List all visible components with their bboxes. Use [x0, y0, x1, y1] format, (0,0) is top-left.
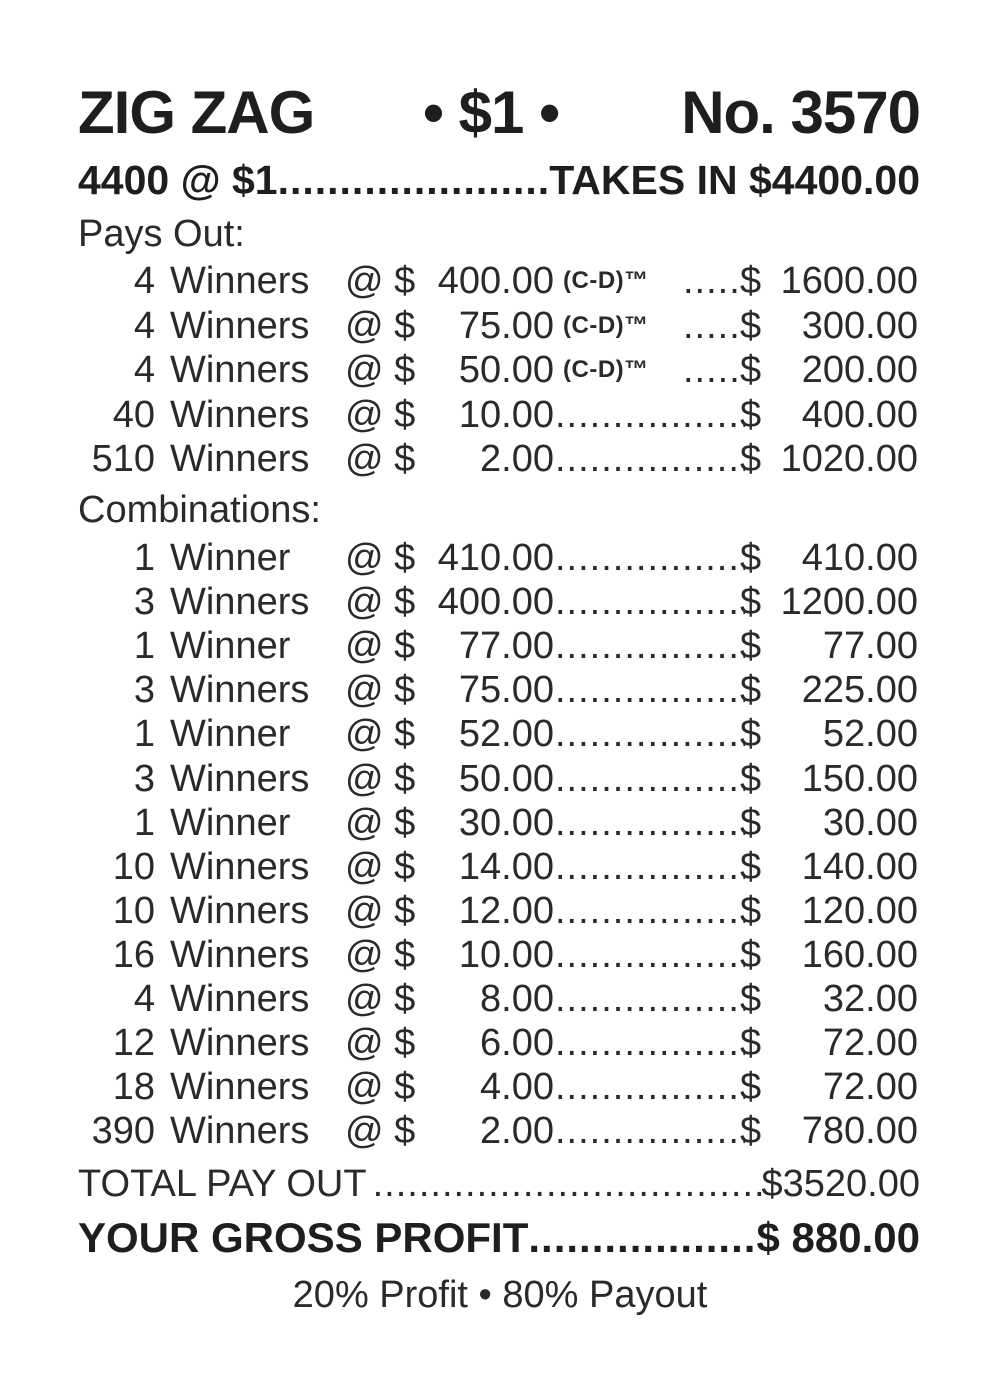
payout-row [0, 393, 1000, 437]
row-total: 200.00 [801, 349, 918, 391]
payout-row [0, 977, 1000, 1021]
payout-row [0, 801, 1000, 845]
winner-word: Winners [170, 889, 310, 932]
currency-sign: $ [740, 845, 762, 888]
gross-profit-label: YOUR GROSS PROFIT [78, 1214, 529, 1261]
pays-out-label: Pays Out: [78, 213, 245, 255]
row-total: 52.00 [822, 713, 918, 756]
prize-amount: 4.00 [480, 1066, 554, 1109]
currency-sign: $ [740, 438, 762, 480]
currency-sign: $ [740, 713, 762, 756]
prize-amount: 52.00 [458, 713, 554, 756]
payout-row [0, 1021, 1000, 1065]
winner-word: Winners [170, 757, 310, 800]
dot-leader [555, 757, 745, 801]
at-sign: @ $ [345, 349, 416, 391]
winner-word: Winners [170, 933, 310, 976]
at-sign: @ $ [345, 1066, 416, 1109]
currency-sign: $ [740, 304, 762, 347]
tickets-count: 4400 @ $1 [78, 157, 278, 203]
prize-amount: 400.00 [437, 581, 554, 624]
at-sign: @ $ [345, 625, 416, 668]
row-total: 1020.00 [780, 438, 918, 480]
prize-amount: 50.00 [458, 757, 554, 800]
at-sign: @ $ [345, 889, 416, 932]
payout-row [0, 668, 1000, 712]
game-name: ZIG ZAG [78, 79, 315, 146]
payout-row [0, 712, 1000, 756]
row-total: 300.00 [801, 304, 918, 347]
total-payout-label: TOTAL PAY OUT [78, 1163, 367, 1205]
currency-sign: $ [740, 801, 762, 844]
payout-row [0, 624, 1000, 668]
payout-row [0, 437, 1000, 481]
prize-amount: 10.00 [458, 933, 554, 976]
winner-word: Winners [170, 1066, 310, 1109]
currency-sign: $ [740, 581, 762, 624]
winner-word: Winners [170, 438, 310, 480]
at-sign: @ $ [345, 1110, 416, 1153]
prize-amount: 2.00 [480, 438, 554, 480]
prize-amount: 12.00 [458, 889, 554, 932]
prize-amount: 410.00 [437, 537, 554, 579]
row-total: 400.00 [801, 393, 918, 436]
at-sign: @ $ [345, 978, 416, 1020]
winner-word: Winners [170, 1110, 310, 1153]
payout-row [0, 536, 1000, 580]
row-total: 1600.00 [780, 260, 918, 302]
prize-amount: 77.00 [458, 625, 554, 668]
winner-count: 10 [112, 845, 155, 888]
winner-word: Winner [170, 537, 291, 579]
winner-count: 510 [91, 438, 155, 480]
winner-word: Winner [170, 801, 291, 844]
dot-leader [555, 801, 745, 845]
payout-row [0, 889, 1000, 933]
cd-tag: (C-D)™ [563, 267, 649, 294]
prize-amount: 75.00 [458, 669, 554, 712]
dot-leader [555, 1021, 745, 1065]
currency-sign: $ [740, 349, 762, 391]
currency-sign: $ [740, 393, 762, 436]
dot-leader [555, 712, 745, 756]
at-sign: @ $ [345, 757, 416, 800]
row-total: 120.00 [801, 889, 918, 932]
dot-leader [555, 624, 745, 668]
currency-sign: $ [740, 889, 762, 932]
takes-in-row [78, 152, 920, 208]
winner-count: 18 [112, 1066, 155, 1109]
currency-sign: $ [740, 625, 762, 668]
winner-count: 12 [112, 1022, 155, 1065]
row-total: 140.00 [801, 845, 918, 888]
row-total: 410.00 [801, 537, 918, 579]
dot-leader [555, 1109, 745, 1153]
dot-leader [555, 977, 745, 1021]
combinations-label: Combinations: [78, 489, 321, 531]
gross-profit-value: $ 880.00 [756, 1214, 920, 1261]
winner-word: Winners [170, 1022, 310, 1065]
prize-amount: 6.00 [480, 1022, 554, 1065]
winner-word: Winners [170, 260, 310, 302]
at-sign: @ $ [345, 581, 416, 624]
dot-leader [683, 304, 743, 348]
payout-row [0, 1109, 1000, 1153]
currency-sign: $ [740, 978, 762, 1020]
winner-word: Winners [170, 304, 310, 347]
at-sign: @ $ [345, 438, 416, 480]
winner-count: 40 [112, 393, 155, 436]
payout-row [0, 580, 1000, 624]
payout-row [0, 348, 1000, 392]
currency-sign: $ [740, 260, 762, 302]
row-total: 225.00 [801, 669, 918, 712]
title-row [78, 78, 920, 148]
at-sign: @ $ [345, 801, 416, 844]
payout-row [0, 845, 1000, 889]
prize-amount: 50.00 [458, 349, 554, 391]
gross-profit-row [78, 1210, 920, 1266]
at-sign: @ $ [345, 1022, 416, 1065]
winner-count: 16 [112, 933, 155, 976]
dot-leader [555, 845, 745, 889]
prize-amount: 30.00 [458, 801, 554, 844]
at-sign: @ $ [345, 713, 416, 756]
winner-count: 4 [133, 349, 155, 391]
dot-leader [555, 889, 745, 933]
dot-leader [683, 348, 743, 392]
winner-count: 3 [133, 757, 155, 800]
winner-count: 4 [133, 260, 155, 302]
winner-word: Winners [170, 581, 310, 624]
winner-word: Winners [170, 349, 310, 391]
total-payout-value: $3520.00 [761, 1163, 920, 1205]
prize-amount: 10.00 [458, 393, 554, 436]
at-sign: @ $ [345, 933, 416, 976]
at-sign: @ $ [345, 260, 416, 302]
winner-count: 4 [133, 304, 155, 347]
payout-row [0, 757, 1000, 801]
winner-word: Winners [170, 669, 310, 712]
prize-amount: 75.00 [458, 304, 554, 347]
dot-leader [555, 580, 745, 624]
at-sign: @ $ [345, 669, 416, 712]
dot-leader [555, 536, 745, 580]
row-total: 1200.00 [780, 581, 918, 624]
row-total: 72.00 [822, 1022, 918, 1065]
prize-amount: 400.00 [437, 260, 554, 302]
form-number: No. 3570 [681, 79, 920, 146]
dot-leader [367, 1160, 762, 1208]
at-sign: @ $ [345, 537, 416, 579]
dot-leader [555, 437, 745, 481]
at-sign: @ $ [345, 304, 416, 347]
cd-tag: (C-D)™ [563, 311, 649, 339]
dot-leader [278, 152, 550, 208]
currency-sign: $ [740, 1022, 762, 1065]
total-payout-row [78, 1160, 920, 1208]
row-total: 160.00 [801, 933, 918, 976]
cd-tag: (C-D)™ [563, 356, 649, 383]
winner-count: 1 [133, 713, 155, 756]
prize-amount: 8.00 [480, 978, 554, 1020]
dot-leader [555, 393, 745, 437]
row-total: 780.00 [801, 1110, 918, 1153]
winner-count: 3 [133, 581, 155, 624]
dot-leader [555, 668, 745, 712]
dot-leader [555, 933, 745, 977]
currency-sign: $ [740, 669, 762, 712]
currency-sign: $ [740, 1066, 762, 1109]
payout-row [0, 933, 1000, 977]
profit-summary: 20% Profit • 80% Payout [292, 1274, 708, 1316]
row-total: 150.00 [801, 757, 918, 800]
winner-count: 10 [112, 889, 155, 932]
currency-sign: $ [740, 757, 762, 800]
winner-count: 390 [91, 1110, 155, 1153]
row-total: 30.00 [822, 801, 918, 844]
winner-word: Winners [170, 978, 310, 1020]
payout-row [0, 304, 1000, 348]
winner-count: 1 [133, 537, 155, 579]
prize-amount: 2.00 [480, 1110, 554, 1153]
currency-sign: $ [740, 933, 762, 976]
winner-word: Winners [170, 845, 310, 888]
currency-sign: $ [740, 537, 762, 579]
winner-word: Winner [170, 713, 291, 756]
winner-word: Winners [170, 393, 310, 436]
winner-word: Winner [170, 625, 291, 668]
at-sign: @ $ [345, 393, 416, 436]
row-total: 72.00 [822, 1066, 918, 1109]
row-total: 77.00 [822, 625, 918, 668]
dot-leader [683, 259, 743, 303]
prize-amount: 14.00 [458, 845, 554, 888]
winner-count: 1 [133, 625, 155, 668]
dot-leader [528, 1210, 756, 1266]
ticket-price: • $1 • [423, 79, 560, 146]
winner-count: 4 [133, 978, 155, 1020]
dot-leader [555, 1065, 745, 1109]
row-total: 32.00 [822, 978, 918, 1020]
winner-count: 3 [133, 669, 155, 712]
currency-sign: $ [740, 1110, 762, 1153]
winner-count: 1 [133, 801, 155, 844]
payout-row [0, 259, 1000, 303]
at-sign: @ $ [345, 845, 416, 888]
takes-in-amount: TAKES IN $4400.00 [549, 157, 920, 203]
payout-row [0, 1065, 1000, 1109]
